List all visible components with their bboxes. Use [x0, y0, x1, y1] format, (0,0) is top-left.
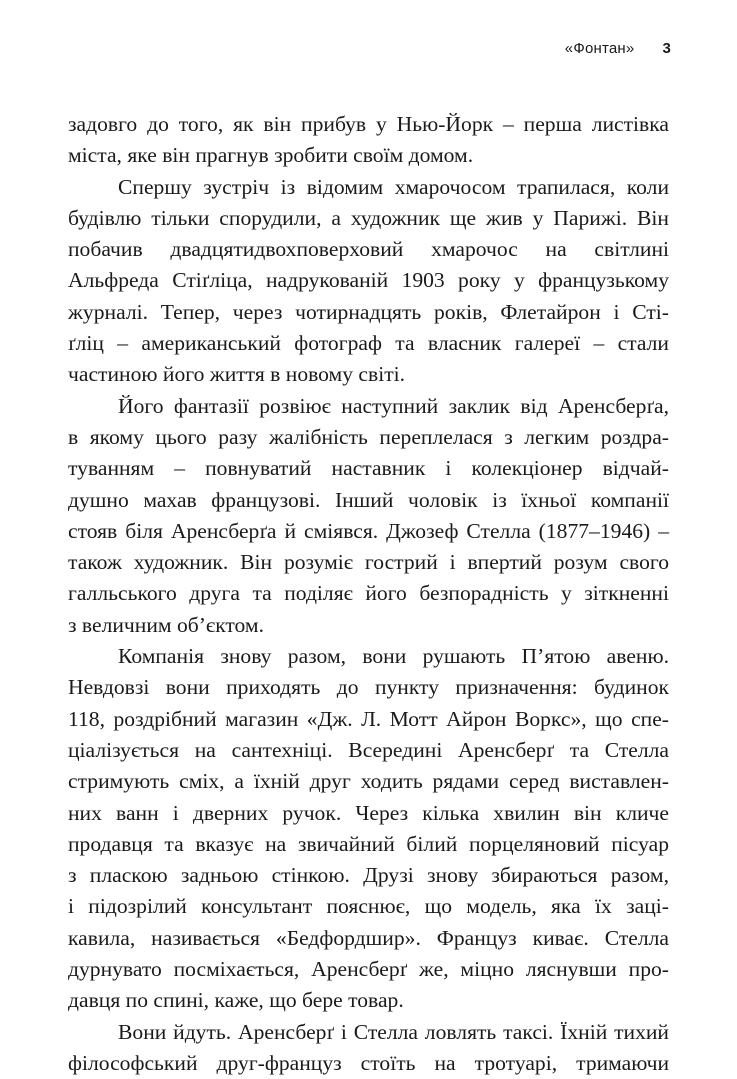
text-line: туванням – повнуватий наставник і колекціонер відчай-: [68, 456, 669, 481]
text-line: з пласкою задньою стінкою. Друзі знову збираються разом,: [68, 863, 669, 888]
text-line: Вони йдуть. Аренсберґ і Стелла ловлять таксі. Їхній тихий: [118, 1019, 669, 1044]
text-line: стояв біля Аренсберґа й сміявся. Джозеф Стелла (1877–1946) –: [68, 518, 669, 543]
text-line: Компанія знову разом, вони рушають П’ятою авеню.: [118, 644, 669, 669]
text-line: побачив двадцятидвохповерховий хмарочос на світлині: [68, 237, 669, 262]
paragraph-5: [68, 1017, 669, 1079]
text-line: Його фантазії розвіює наступний заклик від Аренсберґа,: [118, 393, 669, 418]
text-line: ґліц – американський фотограф та власник галереї – стали: [68, 331, 669, 356]
text-line: душно махав французові. Інший чоловік із їхньої компанії: [68, 487, 669, 512]
text-line: Спершу зустріч із відомим хмарочосом трапилася, коли: [118, 174, 669, 199]
text-line: задовго до того, як він прибув у Нью-Йорк – перша листівка: [68, 112, 669, 136]
text-line: і підозрілий консультант пояснює, що модель, яка їх заці-: [68, 894, 669, 919]
text-line: філософський друг-француз стоїть на тротуарі, тримаючи: [68, 1050, 669, 1075]
text-line: будівлю тільки спорудили, а художник ще жив у Парижі. Він: [68, 205, 669, 230]
text-line: дурнувато посміхається, Аренсберґ же, міцно ляснувши про-: [68, 957, 669, 982]
text-line: в якому цього разу жалібність переплелася з легким роздра-: [68, 424, 669, 449]
chapter-title: «Фонтан»: [564, 40, 635, 57]
text-line: них ванн і дверних ручок. Через кілька хвилин він кличе: [68, 800, 669, 825]
text-line: стримують сміх, а їхній друг ходить рядами серед виставлен-: [68, 769, 669, 794]
text-line: Альфреда Стіґліца, надрукованій 1903 року у французькому: [68, 268, 669, 293]
text-line: міста, яке він прагнув зробити своїм домом.: [68, 143, 474, 168]
text-line: кавила, називається «Бедфордшир». Француз киває. Стелла: [68, 925, 669, 950]
paragraph-2: [68, 172, 669, 391]
page-number: 3: [662, 40, 671, 57]
paragraph-4: [68, 641, 669, 1017]
text-line: галльського друга та поділяє його безпорадність у зіткненні: [68, 581, 669, 606]
text-line: частиною його життя в новому світі.: [68, 362, 406, 387]
text-line: також художник. Він розуміє гострий і впертий розум свого: [68, 550, 669, 575]
text-line: 118, роздрібний магазин «Дж. Л. Мотт Айрон Воркс», що спе-: [68, 706, 669, 731]
text-line: журналі. Тепер, через чотирнадцять років, Флетайрон і Сті-: [68, 299, 669, 324]
paragraph-3: [68, 391, 669, 641]
paragraph-1: [68, 109, 669, 172]
body-text: [68, 109, 669, 1079]
text-line: давця по спині, каже, що бере товар.: [68, 988, 404, 1013]
text-line: ціалізується на сантехніці. Всередині Аренсберґ та Стелла: [68, 737, 669, 762]
text-line: Невдовзі вони приходять до пункту призначення: будинок: [68, 675, 669, 700]
text-line: продавця та вказує на звичайний білий порцеляновий пісуар: [68, 831, 669, 856]
text-line: з величним об’єктом.: [68, 612, 264, 637]
running-head: [565, 40, 671, 57]
